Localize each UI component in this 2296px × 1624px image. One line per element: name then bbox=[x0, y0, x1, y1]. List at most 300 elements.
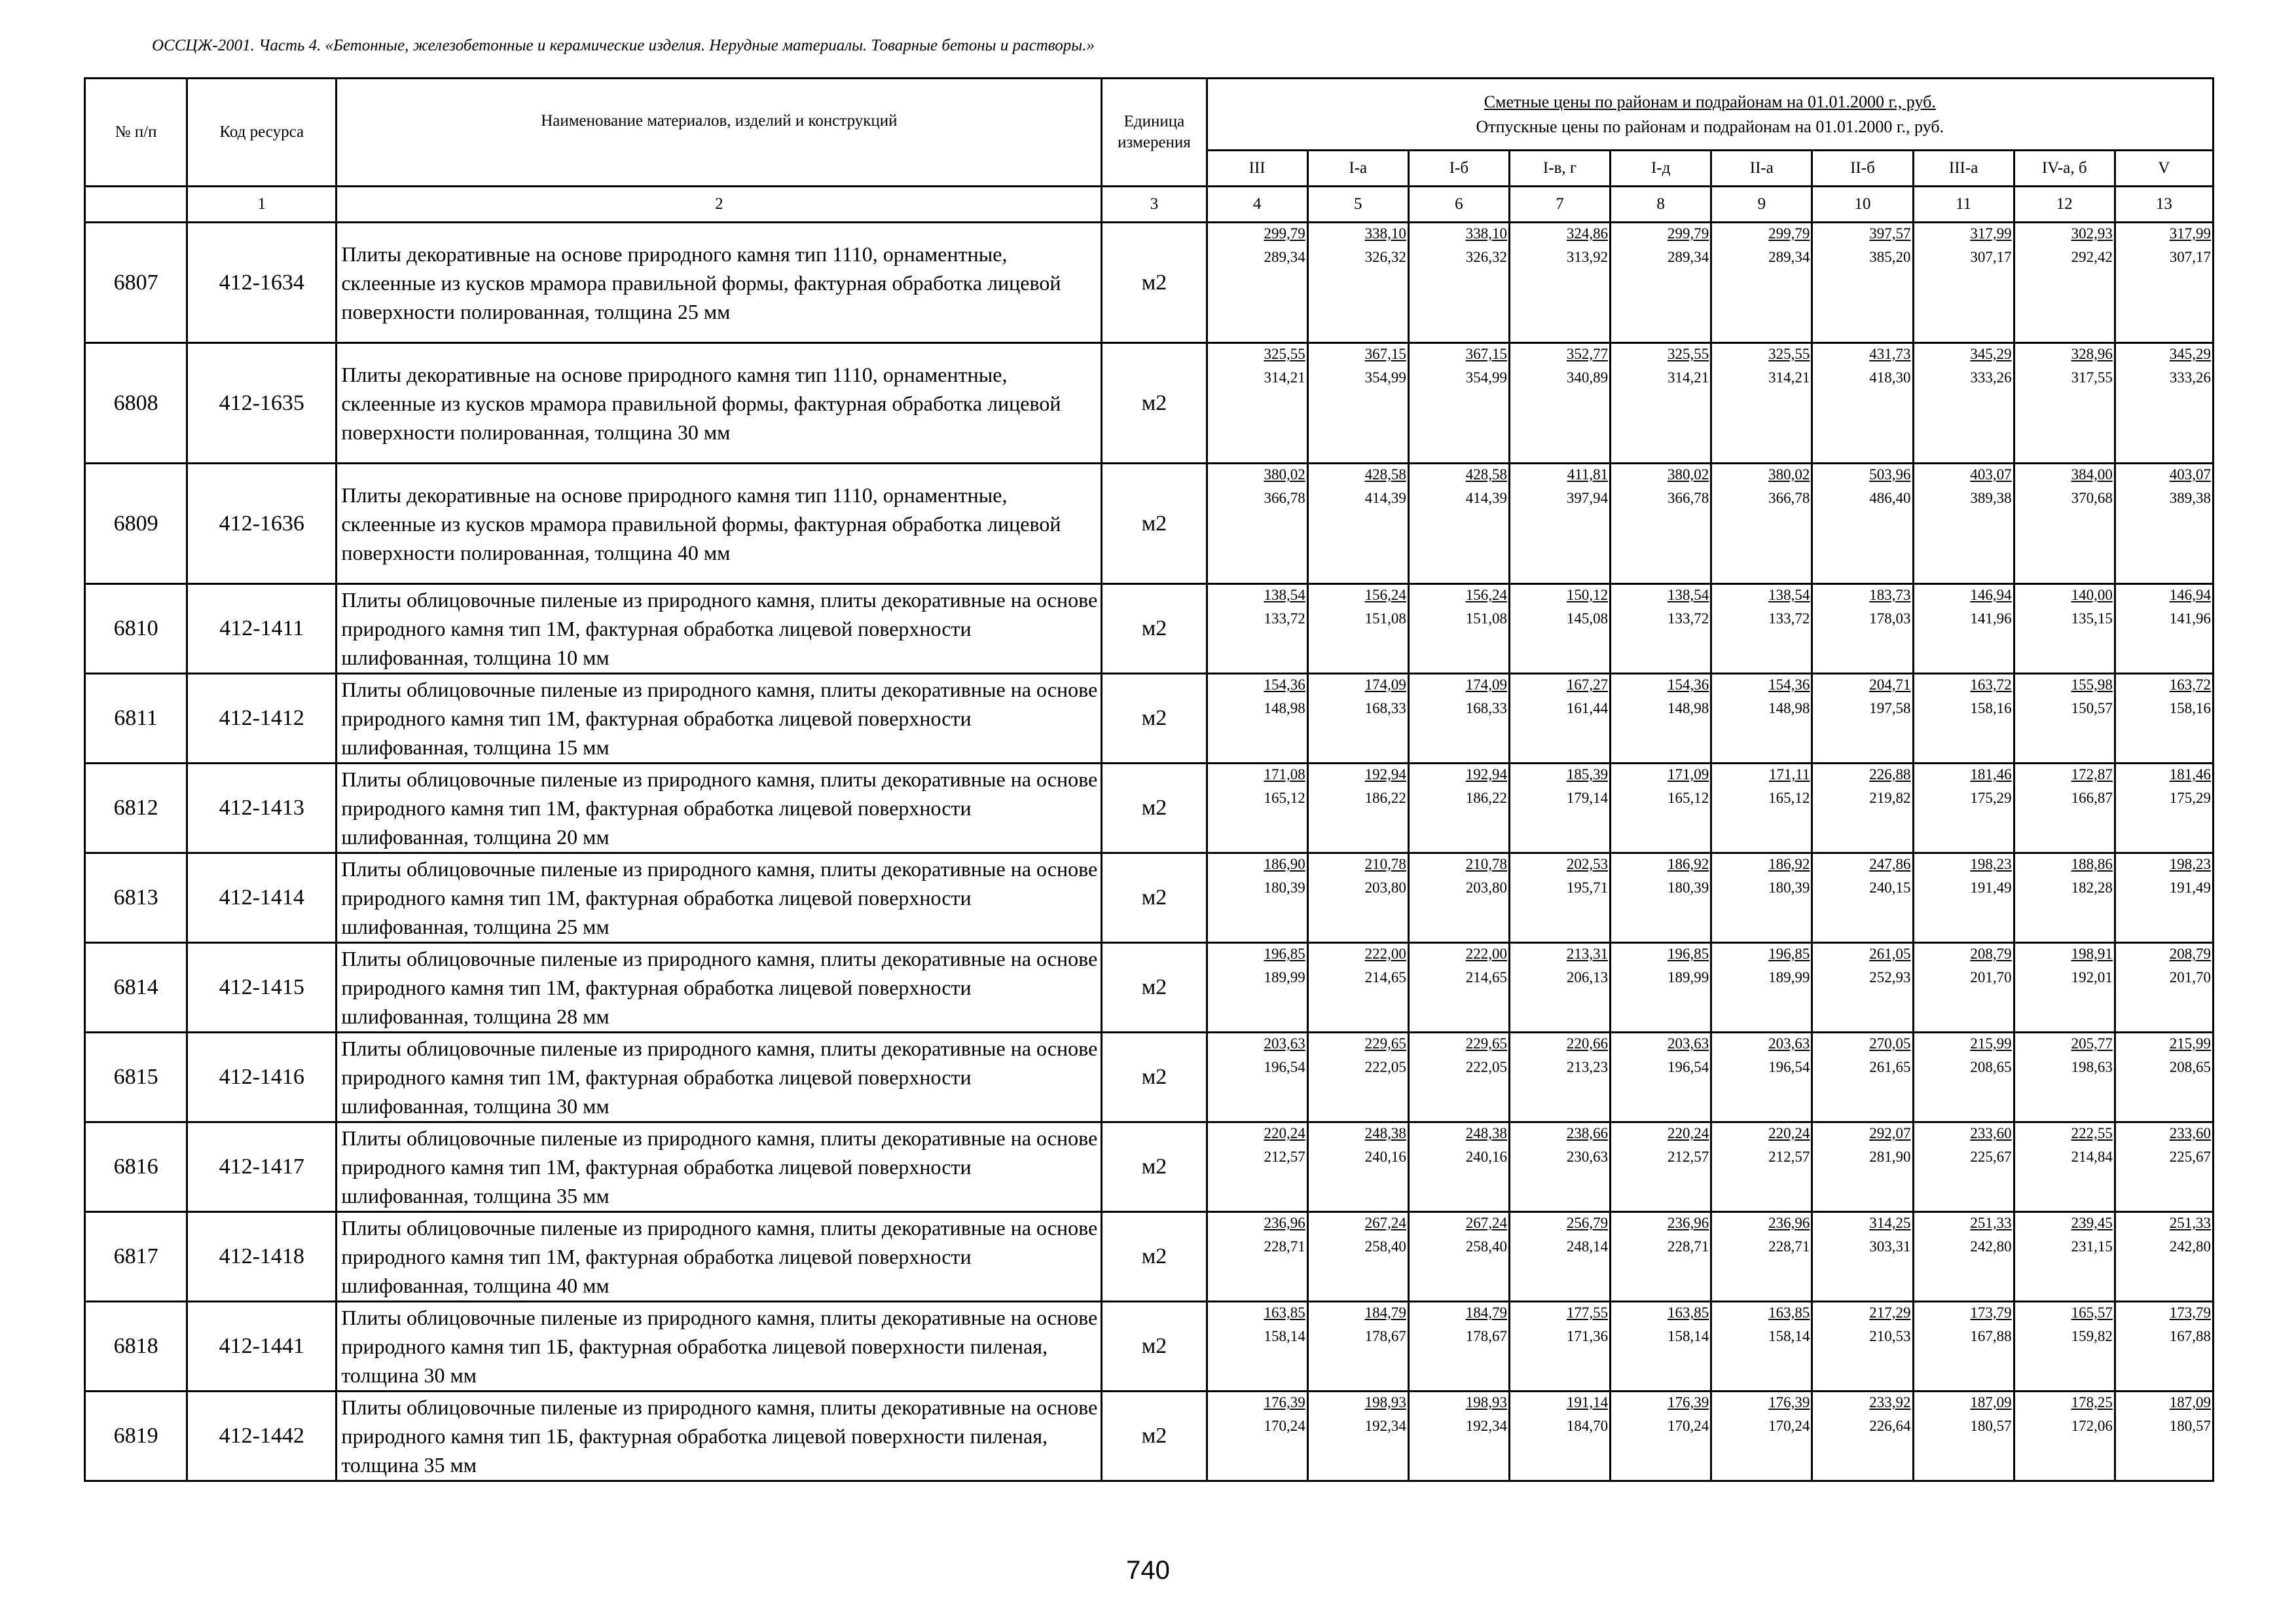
price-cell bbox=[1509, 1212, 1610, 1302]
price-cell bbox=[1509, 943, 1610, 1033]
price-cell bbox=[1812, 1122, 1913, 1212]
price-cell bbox=[1812, 464, 1913, 584]
column-number: 2 bbox=[337, 187, 1102, 223]
price-cell bbox=[1913, 1302, 2014, 1392]
release-price: 180,39 bbox=[1768, 879, 1810, 896]
release-price: 354,99 bbox=[1364, 369, 1406, 386]
estimate-price: 324,86 bbox=[1566, 225, 1609, 242]
estimate-price: 397,57 bbox=[1869, 225, 1911, 242]
price-cell bbox=[1812, 853, 1913, 943]
price-cell bbox=[1711, 1033, 1812, 1122]
estimate-price: 403,07 bbox=[1970, 466, 2012, 483]
column-number: 11 bbox=[1913, 187, 2014, 223]
price-cell bbox=[1207, 1033, 1307, 1122]
price-cell bbox=[2115, 943, 2213, 1033]
release-price: 303,31 bbox=[1869, 1238, 1911, 1255]
material-name: Плиты облицовочные пиленые из природного камня, плиты декоративные на основе природного камня тип 1М, фактурная обработка лицевой поверхности шлифованная, толщина 20 мм bbox=[337, 764, 1102, 853]
estimate-price: 171,11 bbox=[1768, 766, 1810, 783]
column-number bbox=[85, 187, 187, 223]
price-cell bbox=[2115, 584, 2213, 674]
estimate-price: 345,29 bbox=[1970, 346, 2012, 362]
price-cell bbox=[1913, 853, 2014, 943]
price-cell bbox=[1611, 464, 1711, 584]
price-cell bbox=[1913, 1122, 2014, 1212]
release-price: 135,15 bbox=[2071, 610, 2113, 627]
release-price: 261,65 bbox=[1869, 1059, 1911, 1075]
release-price: 203,80 bbox=[1465, 879, 1507, 896]
estimate-price: 138,54 bbox=[1264, 587, 1305, 603]
price-cell bbox=[1207, 343, 1307, 464]
estimate-price: 186,92 bbox=[1768, 856, 1810, 872]
release-price: 151,08 bbox=[1364, 610, 1406, 627]
material-name: Плиты декоративные на основе природного камня тип 1110, орнаментные, склеенные из кусков мрамора правильной формы, фактурная обработка лицевой поверхности полированная, толщина 25 мм bbox=[337, 223, 1102, 343]
release-price: 141,96 bbox=[1970, 610, 2012, 627]
row-number: 6810 bbox=[85, 584, 187, 674]
release-price: 148,98 bbox=[1768, 700, 1810, 716]
estimate-price: 173,79 bbox=[1970, 1304, 2012, 1321]
estimate-price: 384,00 bbox=[2071, 466, 2113, 483]
estimate-price: 238,66 bbox=[1566, 1125, 1609, 1141]
price-cell bbox=[1207, 943, 1307, 1033]
region-header: II-б bbox=[1812, 151, 1913, 187]
release-price: 180,57 bbox=[2169, 1418, 2211, 1434]
release-price: 158,16 bbox=[2169, 700, 2211, 716]
price-cell bbox=[1207, 1122, 1307, 1212]
price-cell bbox=[1207, 853, 1307, 943]
estimate-price: 267,24 bbox=[1364, 1215, 1406, 1231]
estimate-price: 203,63 bbox=[1667, 1035, 1709, 1052]
release-price: 240,16 bbox=[1364, 1149, 1406, 1165]
price-cell bbox=[1711, 343, 1812, 464]
price-cell bbox=[1711, 1392, 1812, 1481]
estimate-price: 163,85 bbox=[1264, 1304, 1305, 1321]
release-price: 486,40 bbox=[1869, 490, 1911, 506]
column-number: 13 bbox=[2115, 187, 2213, 223]
price-cell bbox=[1307, 223, 1408, 343]
release-price: 314,21 bbox=[1264, 369, 1305, 386]
release-price: 180,57 bbox=[1970, 1418, 2012, 1434]
estimate-price: 186,90 bbox=[1264, 856, 1305, 872]
release-price: 158,16 bbox=[1970, 700, 2012, 716]
estimate-price: 222,00 bbox=[1465, 946, 1507, 962]
estimate-price: 302,93 bbox=[2071, 225, 2113, 242]
price-cell bbox=[1207, 584, 1307, 674]
region-header: II-а bbox=[1711, 151, 1812, 187]
price-cell bbox=[1913, 943, 2014, 1033]
price-cell bbox=[1307, 1392, 1408, 1481]
release-price: 314,21 bbox=[1768, 369, 1810, 386]
estimate-price: 176,39 bbox=[1667, 1394, 1709, 1411]
table-row bbox=[85, 584, 2214, 674]
table-row bbox=[85, 464, 2214, 584]
estimate-price: 314,25 bbox=[1869, 1215, 1911, 1231]
estimate-price: 210,78 bbox=[1364, 856, 1406, 872]
price-cell bbox=[1711, 764, 1812, 853]
price-cell bbox=[1711, 1302, 1812, 1392]
unit: м2 bbox=[1102, 853, 1207, 943]
row-number: 6816 bbox=[85, 1122, 187, 1212]
price-cell bbox=[1307, 1302, 1408, 1392]
release-price: 292,42 bbox=[2071, 249, 2113, 265]
material-name: Плиты облицовочные пиленые из природного камня, плиты декоративные на основе природного камня тип 1Б, фактурная обработка лицевой поверхности пиленая, толщина 35 мм bbox=[337, 1392, 1102, 1481]
estimate-price: 325,55 bbox=[1667, 346, 1709, 362]
price-cell bbox=[2014, 1122, 2115, 1212]
release-price: 171,36 bbox=[1566, 1328, 1609, 1344]
release-price: 258,40 bbox=[1364, 1238, 1406, 1255]
price-header-release: Отпускные цены по районам и подрайонам на 01.01.2000 г., руб. bbox=[1476, 117, 1944, 136]
estimate-price: 229,65 bbox=[1465, 1035, 1507, 1052]
material-name: Плиты облицовочные пиленые из природного камня, плиты декоративные на основе природного камня тип 1М, фактурная обработка лицевой поверхности шлифованная, толщина 25 мм bbox=[337, 853, 1102, 943]
price-cell bbox=[1711, 584, 1812, 674]
release-price: 170,24 bbox=[1264, 1418, 1305, 1434]
table-row bbox=[85, 343, 2214, 464]
release-price: 418,30 bbox=[1869, 369, 1911, 386]
release-price: 212,57 bbox=[1768, 1149, 1810, 1165]
release-price: 208,65 bbox=[2169, 1059, 2211, 1075]
estimate-price: 208,79 bbox=[1970, 946, 2012, 962]
price-cell bbox=[1711, 223, 1812, 343]
estimate-price: 183,73 bbox=[1869, 587, 1911, 603]
header-row bbox=[85, 79, 2214, 151]
estimate-price: 317,99 bbox=[2169, 225, 2211, 242]
price-cell bbox=[1812, 1033, 1913, 1122]
estimate-price: 220,66 bbox=[1566, 1035, 1609, 1052]
estimate-price: 428,58 bbox=[1465, 466, 1507, 483]
price-cell bbox=[1711, 1122, 1812, 1212]
release-price: 195,71 bbox=[1566, 879, 1609, 896]
price-cell bbox=[1307, 764, 1408, 853]
price-cell bbox=[1207, 223, 1307, 343]
table-body bbox=[85, 187, 2214, 1481]
release-price: 201,70 bbox=[2169, 969, 2211, 986]
price-cell bbox=[1509, 223, 1610, 343]
estimate-price: 503,96 bbox=[1869, 466, 1911, 483]
resource-code: 412-1415 bbox=[187, 943, 337, 1033]
release-price: 148,98 bbox=[1667, 700, 1709, 716]
price-cell bbox=[1307, 464, 1408, 584]
estimate-price: 299,79 bbox=[1264, 225, 1305, 242]
table-row bbox=[85, 1033, 2214, 1122]
release-price: 389,38 bbox=[2169, 490, 2211, 506]
estimate-price: 171,08 bbox=[1264, 766, 1305, 783]
release-price: 167,88 bbox=[1970, 1328, 2012, 1344]
release-price: 170,24 bbox=[1667, 1418, 1709, 1434]
estimate-price: 229,65 bbox=[1364, 1035, 1406, 1052]
release-price: 178,67 bbox=[1465, 1328, 1507, 1344]
estimate-price: 173,79 bbox=[2169, 1304, 2211, 1321]
price-cell bbox=[2014, 1212, 2115, 1302]
price-cell bbox=[1611, 343, 1711, 464]
estimate-price: 174,09 bbox=[1364, 676, 1406, 693]
price-cell bbox=[1408, 853, 1509, 943]
release-price: 161,44 bbox=[1566, 700, 1609, 716]
price-cell bbox=[2115, 223, 2213, 343]
price-cell bbox=[1509, 1302, 1610, 1392]
price-cell bbox=[1611, 584, 1711, 674]
region-header: V bbox=[2115, 151, 2213, 187]
estimate-price: 428,58 bbox=[1364, 466, 1406, 483]
price-cell bbox=[1408, 1033, 1509, 1122]
price-cell bbox=[1913, 674, 2014, 764]
release-price: 170,24 bbox=[1768, 1418, 1810, 1434]
release-price: 366,78 bbox=[1667, 490, 1709, 506]
estimate-price: 156,24 bbox=[1364, 587, 1406, 603]
estimate-price: 176,39 bbox=[1768, 1394, 1810, 1411]
estimate-price: 215,99 bbox=[2169, 1035, 2211, 1052]
unit: м2 bbox=[1102, 464, 1207, 584]
column-number-row bbox=[85, 187, 2214, 223]
material-name: Плиты облицовочные пиленые из природного камня, плиты декоративные на основе природного камня тип 1Б, фактурная обработка лицевой поверхности пиленая, толщина 30 мм bbox=[337, 1302, 1102, 1392]
price-cell bbox=[2115, 1302, 2213, 1392]
release-price: 214,65 bbox=[1465, 969, 1507, 986]
price-cell bbox=[1408, 1302, 1509, 1392]
price-cell bbox=[1611, 1392, 1711, 1481]
release-price: 389,38 bbox=[1970, 490, 2012, 506]
estimate-price: 317,99 bbox=[1970, 225, 2012, 242]
estimate-price: 198,23 bbox=[2169, 856, 2211, 872]
resource-code: 412-1413 bbox=[187, 764, 337, 853]
region-header: III bbox=[1207, 151, 1307, 187]
estimate-price: 184,79 bbox=[1465, 1304, 1507, 1321]
release-price: 314,21 bbox=[1667, 369, 1709, 386]
estimate-price: 299,79 bbox=[1768, 225, 1810, 242]
release-price: 206,13 bbox=[1566, 969, 1609, 986]
estimate-price: 186,92 bbox=[1667, 856, 1709, 872]
column-number: 1 bbox=[187, 187, 337, 223]
unit: м2 bbox=[1102, 1302, 1207, 1392]
release-price: 192,01 bbox=[2071, 969, 2113, 986]
estimate-price: 187,09 bbox=[1970, 1394, 2012, 1411]
estimate-price: 233,60 bbox=[1970, 1125, 2012, 1141]
estimate-price: 270,05 bbox=[1869, 1035, 1911, 1052]
price-cell bbox=[1913, 764, 2014, 853]
estimate-price: 196,85 bbox=[1667, 946, 1709, 962]
column-number: 3 bbox=[1102, 187, 1207, 223]
price-cell bbox=[1408, 1392, 1509, 1481]
release-price: 189,99 bbox=[1264, 969, 1305, 986]
material-name: Плиты декоративные на основе природного камня тип 1110, орнаментные, склеенные из кусков мрамора правильной формы, фактурная обработка лицевой поверхности полированная, толщина 40 мм bbox=[337, 464, 1102, 584]
estimate-price: 411,81 bbox=[1567, 466, 1609, 483]
row-number: 6812 bbox=[85, 764, 187, 853]
resource-code: 412-1441 bbox=[187, 1302, 337, 1392]
estimate-price: 345,29 bbox=[2169, 346, 2211, 362]
price-cell bbox=[1711, 1212, 1812, 1302]
document-header: ОССЦЖ-2001. Часть 4. «Бетонные, железобетонные и керамические изделия. Нерудные материалы. Товарные бетоны и растворы.» bbox=[152, 37, 1095, 54]
column-number: 8 bbox=[1611, 187, 1711, 223]
release-price: 366,78 bbox=[1768, 490, 1810, 506]
material-name: Плиты облицовочные пиленые из природного камня, плиты декоративные на основе природного камня тип 1М, фактурная обработка лицевой поверхности шлифованная, толщина 15 мм bbox=[337, 674, 1102, 764]
col-header-unit: Единица измерения bbox=[1102, 79, 1207, 187]
price-cell bbox=[1509, 343, 1610, 464]
release-price: 158,14 bbox=[1667, 1328, 1709, 1344]
column-number: 5 bbox=[1307, 187, 1408, 223]
release-price: 165,12 bbox=[1667, 790, 1709, 806]
release-price: 203,80 bbox=[1364, 879, 1406, 896]
estimate-price: 191,14 bbox=[1566, 1394, 1609, 1411]
price-cell bbox=[1611, 943, 1711, 1033]
release-price: 242,80 bbox=[2169, 1238, 2211, 1255]
estimate-price: 222,00 bbox=[1364, 946, 1406, 962]
price-cell bbox=[1307, 674, 1408, 764]
price-cell bbox=[1812, 1212, 1913, 1302]
estimate-price: 150,12 bbox=[1566, 587, 1609, 603]
release-price: 189,99 bbox=[1667, 969, 1709, 986]
price-cell bbox=[1408, 764, 1509, 853]
row-number: 6807 bbox=[85, 223, 187, 343]
price-cell bbox=[2014, 464, 2115, 584]
price-cell bbox=[2014, 674, 2115, 764]
price-cell bbox=[1711, 464, 1812, 584]
release-price: 133,72 bbox=[1667, 610, 1709, 627]
price-cell bbox=[2115, 464, 2213, 584]
release-price: 168,33 bbox=[1364, 700, 1406, 716]
estimate-price: 196,85 bbox=[1264, 946, 1305, 962]
estimate-price: 213,31 bbox=[1566, 946, 1609, 962]
col-header-prices bbox=[1207, 79, 2213, 151]
release-price: 289,34 bbox=[1667, 249, 1709, 265]
release-price: 197,58 bbox=[1869, 700, 1911, 716]
estimate-price: 352,77 bbox=[1566, 346, 1609, 362]
price-cell bbox=[1408, 1212, 1509, 1302]
estimate-price: 198,91 bbox=[2071, 946, 2113, 962]
estimate-price: 431,73 bbox=[1869, 346, 1911, 362]
release-price: 228,71 bbox=[1768, 1238, 1810, 1255]
estimate-price: 146,94 bbox=[2169, 587, 2211, 603]
price-cell bbox=[1711, 853, 1812, 943]
estimate-price: 155,98 bbox=[2071, 676, 2113, 693]
column-number: 6 bbox=[1408, 187, 1509, 223]
release-price: 175,29 bbox=[2169, 790, 2211, 806]
price-cell bbox=[2014, 584, 2115, 674]
release-price: 201,70 bbox=[1970, 969, 2012, 986]
estimate-price: 248,38 bbox=[1364, 1125, 1406, 1141]
release-price: 222,05 bbox=[1364, 1059, 1406, 1075]
release-price: 133,72 bbox=[1264, 610, 1305, 627]
estimate-price: 403,07 bbox=[2169, 466, 2211, 483]
estimate-price: 205,77 bbox=[2071, 1035, 2113, 1052]
estimate-price: 176,39 bbox=[1264, 1394, 1305, 1411]
estimate-price: 184,79 bbox=[1364, 1304, 1406, 1321]
table-row bbox=[85, 1302, 2214, 1392]
release-price: 212,57 bbox=[1264, 1149, 1305, 1165]
estimate-price: 236,96 bbox=[1768, 1215, 1810, 1231]
estimate-price: 226,88 bbox=[1869, 766, 1911, 783]
estimate-price: 204,71 bbox=[1869, 676, 1911, 693]
region-header: I-а bbox=[1307, 151, 1408, 187]
price-cell bbox=[1611, 1302, 1711, 1392]
estimate-price: 299,79 bbox=[1667, 225, 1709, 242]
price-cell bbox=[2115, 1122, 2213, 1212]
estimate-price: 196,85 bbox=[1768, 946, 1810, 962]
release-price: 192,34 bbox=[1364, 1418, 1406, 1434]
release-price: 385,20 bbox=[1869, 249, 1911, 265]
price-cell bbox=[1913, 1212, 2014, 1302]
table-row bbox=[85, 943, 2214, 1033]
material-name: Плиты облицовочные пиленые из природного камня, плиты декоративные на основе природного камня тип 1М, фактурная обработка лицевой поверхности шлифованная, толщина 10 мм bbox=[337, 584, 1102, 674]
price-cell bbox=[2014, 853, 2115, 943]
price-cell bbox=[1913, 223, 2014, 343]
estimate-price: 154,36 bbox=[1264, 676, 1305, 693]
release-price: 179,14 bbox=[1566, 790, 1609, 806]
release-price: 133,72 bbox=[1768, 610, 1810, 627]
price-cell bbox=[1812, 1302, 1913, 1392]
price-cell bbox=[1611, 674, 1711, 764]
estimate-price: 192,94 bbox=[1364, 766, 1406, 783]
row-number: 6818 bbox=[85, 1302, 187, 1392]
estimate-price: 203,63 bbox=[1264, 1035, 1305, 1052]
estimate-price: 247,86 bbox=[1869, 856, 1911, 872]
price-cell bbox=[1711, 943, 1812, 1033]
estimate-price: 203,63 bbox=[1768, 1035, 1810, 1052]
price-cell bbox=[1307, 584, 1408, 674]
price-cell bbox=[1611, 223, 1711, 343]
unit: м2 bbox=[1102, 1033, 1207, 1122]
estimate-price: 181,46 bbox=[1970, 766, 2012, 783]
release-price: 214,84 bbox=[2071, 1149, 2113, 1165]
price-cell bbox=[1307, 943, 1408, 1033]
release-price: 191,49 bbox=[1970, 879, 2012, 896]
release-price: 212,57 bbox=[1667, 1149, 1709, 1165]
price-cell bbox=[1812, 223, 1913, 343]
release-price: 210,53 bbox=[1869, 1328, 1911, 1344]
table-row bbox=[85, 853, 2214, 943]
estimate-price: 220,24 bbox=[1264, 1125, 1305, 1141]
release-price: 150,57 bbox=[2071, 700, 2113, 716]
resource-code: 412-1636 bbox=[187, 464, 337, 584]
price-cell bbox=[1812, 943, 1913, 1033]
price-cell bbox=[2014, 1033, 2115, 1122]
release-price: 192,34 bbox=[1465, 1418, 1507, 1434]
estimate-price: 233,92 bbox=[1869, 1394, 1911, 1411]
unit: м2 bbox=[1102, 1212, 1207, 1302]
estimate-price: 261,05 bbox=[1869, 946, 1911, 962]
release-price: 191,49 bbox=[2169, 879, 2211, 896]
estimate-price: 292,07 bbox=[1869, 1125, 1911, 1141]
release-price: 172,06 bbox=[2071, 1418, 2113, 1434]
price-cell bbox=[2115, 1392, 2213, 1481]
release-price: 370,68 bbox=[2071, 490, 2113, 506]
release-price: 289,34 bbox=[1768, 249, 1810, 265]
estimate-price: 251,33 bbox=[1970, 1215, 2012, 1231]
price-cell bbox=[1207, 464, 1307, 584]
release-price: 141,96 bbox=[2169, 610, 2211, 627]
price-cell bbox=[2115, 853, 2213, 943]
estimate-price: 380,02 bbox=[1768, 466, 1810, 483]
release-price: 214,65 bbox=[1364, 969, 1406, 986]
release-price: 175,29 bbox=[1970, 790, 2012, 806]
estimate-price: 236,96 bbox=[1667, 1215, 1709, 1231]
release-price: 189,99 bbox=[1768, 969, 1810, 986]
column-number: 12 bbox=[2014, 187, 2115, 223]
price-cell bbox=[1611, 1033, 1711, 1122]
estimate-price: 167,27 bbox=[1566, 676, 1609, 693]
release-price: 182,28 bbox=[2071, 879, 2113, 896]
resource-code: 412-1414 bbox=[187, 853, 337, 943]
estimate-price: 181,46 bbox=[2169, 766, 2211, 783]
estimate-price: 367,15 bbox=[1465, 346, 1507, 362]
unit: м2 bbox=[1102, 343, 1207, 464]
row-number: 6814 bbox=[85, 943, 187, 1033]
release-price: 340,89 bbox=[1566, 369, 1609, 386]
price-table bbox=[84, 77, 2214, 1482]
price-cell bbox=[2115, 1212, 2213, 1302]
price-cell bbox=[1913, 584, 2014, 674]
table-row bbox=[85, 1212, 2214, 1302]
release-price: 317,55 bbox=[2071, 369, 2113, 386]
estimate-price: 156,24 bbox=[1465, 587, 1507, 603]
row-number: 6815 bbox=[85, 1033, 187, 1122]
table-row bbox=[85, 1392, 2214, 1481]
